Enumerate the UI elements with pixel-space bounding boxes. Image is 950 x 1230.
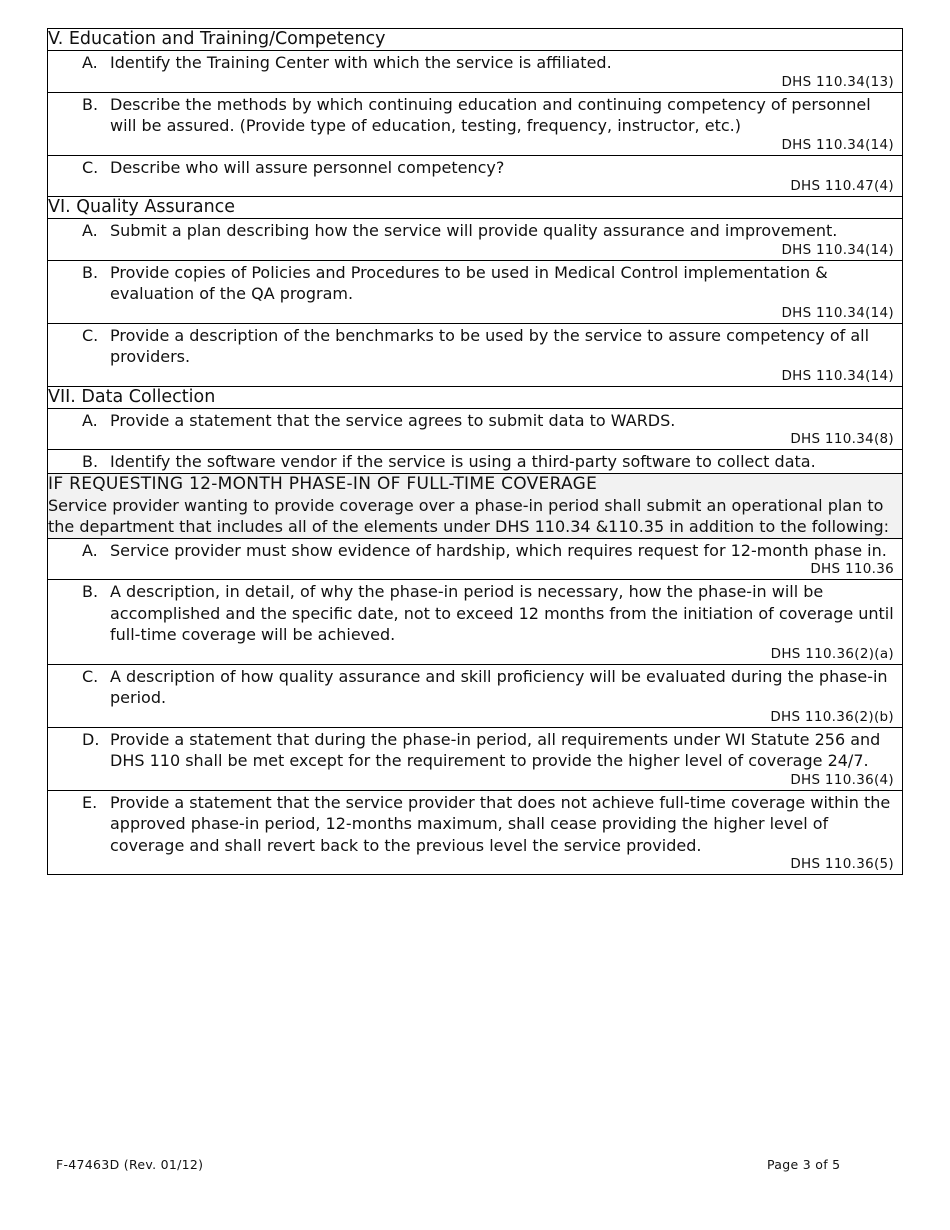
phase-in-heading-row <box>48 473 903 538</box>
item-letter: B. <box>82 582 99 601</box>
requirement-cell <box>48 580 903 665</box>
requirement-cell <box>48 51 903 93</box>
regulation-reference: DHS 110.36 <box>810 561 894 577</box>
item-letter: C. <box>82 666 99 686</box>
item-text: Describe the methods by which continuing education and continuing competency of personnel will be assured. (Provide type of education, testing, frequency, instructor, etc.) <box>110 94 871 135</box>
requirement-row <box>48 538 903 580</box>
item-letter: A. <box>82 410 98 430</box>
item-text: Provide a description of the benchmarks to be used by the service to assure competency of all providers. <box>110 325 870 366</box>
phase-in-heading <box>48 473 903 538</box>
item-text: Service provider must show evidence of hardship, which requires request for 12-month phase in. <box>110 540 887 560</box>
requirement-row <box>48 580 903 665</box>
item-letter: B. <box>82 262 99 282</box>
phase-in-title: IF REQUESTING 12-MONTH PHASE-IN OF FULL-TIME COVERAGE <box>48 473 598 494</box>
requirement-cell <box>48 92 903 155</box>
section-heading: VI. Quality Assurance <box>48 197 903 219</box>
regulation-reference: DHS 110.36(2)(b) <box>770 708 894 725</box>
section-heading: V. Education and Training/Competency <box>48 29 903 51</box>
item-text: Provide a statement that the service provider that does not achieve full-time coverage within the approved phase-in period, 12-months maximum, shall cease providing the higher level of coverage and shall revert back to the previous level the service provided. <box>110 792 891 855</box>
item-text: A description, in detail, of why the phase-in period is necessary, how the phase-in will be accomplished and the specific date, not to exceed 12 months from the initiation of coverage until full-time coverage will be achieved. <box>110 582 894 644</box>
requirement-cell <box>48 664 903 727</box>
requirement-cell <box>48 219 903 261</box>
requirement-cell <box>48 450 903 474</box>
item-text: A description of how quality assurance and skill proficiency will be evaluated during the phase-in period. <box>110 666 888 707</box>
regulation-reference: DHS 110.34(13) <box>781 73 894 90</box>
requirement-row <box>48 408 903 450</box>
requirement-row <box>48 219 903 261</box>
requirement-row <box>48 323 903 386</box>
requirement-row <box>48 260 903 323</box>
item-text: Identify the software vendor if the service is using a third-party software to collect data. <box>110 452 816 471</box>
item-letter: C. <box>82 157 99 177</box>
regulation-reference: DHS 110.36(4) <box>790 771 894 788</box>
requirement-row <box>48 155 903 197</box>
item-text: Provide a statement that the service agrees to submit data to WARDS. <box>110 410 676 430</box>
requirement-row <box>48 450 903 474</box>
section-heading-row <box>48 197 903 219</box>
page-number: Page 3 of 5 <box>767 1157 841 1172</box>
requirement-row <box>48 727 903 790</box>
requirement-row <box>48 51 903 93</box>
regulation-reference: DHS 110.34(14) <box>781 136 894 153</box>
requirement-cell <box>48 323 903 386</box>
item-text: Submit a plan describing how the service will provide quality assurance and improvement. <box>110 221 838 240</box>
item-letter: A. <box>82 221 98 240</box>
regulation-reference: DHS 110.47(4) <box>790 178 894 194</box>
regulation-reference: DHS 110.34(14) <box>781 304 894 321</box>
requirement-cell <box>48 538 903 580</box>
regulation-reference: DHS 110.34(8) <box>790 431 894 447</box>
item-text: Identify the Training Center with which the service is affiliated. <box>110 53 612 72</box>
requirement-cell <box>48 790 903 875</box>
section-heading-row <box>48 386 903 408</box>
requirement-row <box>48 92 903 155</box>
requirement-cell <box>48 727 903 790</box>
requirement-row <box>48 664 903 727</box>
form-number: F-47463D (Rev. 01/12) <box>56 1157 204 1172</box>
section-heading: VII. Data Collection <box>48 386 903 408</box>
item-letter: D. <box>82 729 100 749</box>
item-letter: B. <box>82 94 99 114</box>
requirement-row <box>48 790 903 875</box>
item-text: Provide a statement that during the phase-in period, all requirements under WI Statute 256 and DHS 110 shall be met except for the requirement to provide the higher level of coverage 24/7. <box>110 729 881 770</box>
item-letter: A. <box>82 53 98 72</box>
item-text: Describe who will assure personnel competency? <box>110 157 505 177</box>
item-letter: B. <box>82 452 99 471</box>
requirements-table <box>47 28 903 875</box>
regulation-reference: DHS 110.34(14) <box>781 241 894 258</box>
requirement-cell <box>48 408 903 450</box>
regulation-reference: DHS 110.36(5) <box>790 856 894 872</box>
item-letter: A. <box>82 540 98 560</box>
requirement-cell <box>48 155 903 197</box>
regulation-reference: DHS 110.34(14) <box>781 367 894 384</box>
requirement-cell <box>48 260 903 323</box>
item-text: Provide copies of Policies and Procedures to be used in Medical Control implementation & evaluation of the QA program. <box>110 262 828 303</box>
section-heading-row <box>48 29 903 51</box>
regulation-reference: DHS 110.36(2)(a) <box>770 645 894 662</box>
item-letter: C. <box>82 325 99 345</box>
phase-in-description: Service provider wanting to provide coverage over a phase-in period shall submit an operational plan to the department that includes all of the elements under DHS 110.34 &110.35 in addition to the following: <box>48 495 890 536</box>
item-letter: E. <box>82 792 98 812</box>
